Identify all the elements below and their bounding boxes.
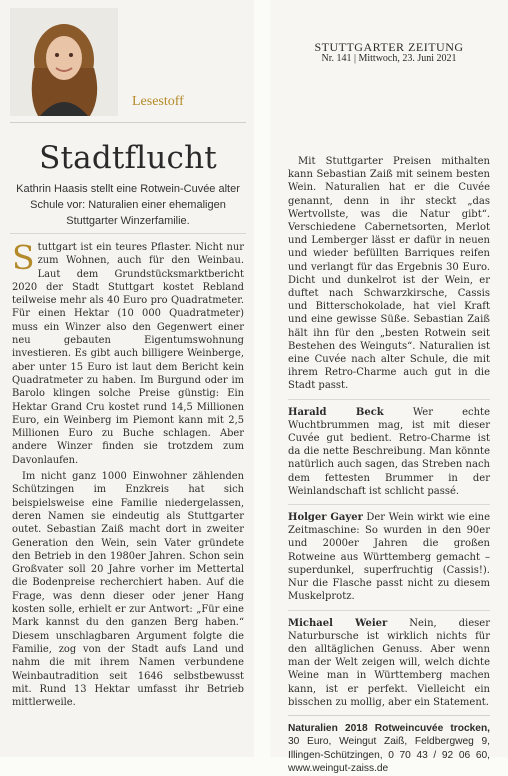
article-subhead: Kathrin Haasis stellt eine Rotwein-Cuvée alter Schule vor: Naturalien einer ehemaligen Stuttgarter Winzerfamilie. <box>16 183 240 227</box>
wine-info-details: 30 Euro, Weingut Zaiß, Feldbergweg 9, Illingen-Schützingen, 0 70 43 / 92 06 60, www.weingut-zaiss.de <box>288 736 490 775</box>
author-photo <box>10 8 118 116</box>
body-paragraph: Im nicht ganz 1000 Einwohner zählenden Schützingen im Enzkreis hat sich beispielsweise eine Familie niedergelassen, deren Namen sie eindeutig als Stuttgarter outet. Sebastian Zaiß macht dort in zweiter Generation den Wein, sein Vater gründete den Betrieb in den 1980er Jahren. Schon sein Großvater soll 20 Jahre vorher im Mettertal die Bodenpreise recherchiert haben. Auf die Frage, was denn dieser oder jener Hang kosten solle, erhielt er zur Antwort: „Für eine Mark kannst du den ganzen Berg haben.“ Diesem unschlagbaren Argument folgte die Familie, zog von der Stadt aufs Land und nahm die mit ihrem Namen verbundene Weinbautradition seit 1646 selbstbewusst mit. Rund 13 Hektar umfasst ihr Betrieb mittlerweile. <box>12 471 244 709</box>
left-column-body <box>12 238 244 709</box>
critic-review <box>288 406 490 498</box>
wine-info-box <box>288 715 490 776</box>
critic-text: Wer echte Wuchtbrummen mag, ist mit dieser Cuvée gut bedient. Retro-Charme ist da die nette Beschreibung. Man könnte natürlich auch sagen, das Streben nach dem fettesten Brummer in der Weinlandschaft ist schlicht passé. <box>288 406 490 497</box>
newspaper-name: STUTTGARTER ZEITUNG <box>314 40 464 54</box>
critic-name: Michael Weier <box>288 617 388 629</box>
critic-review <box>288 511 490 603</box>
section-kicker: Lesestoff <box>132 94 184 109</box>
divider <box>288 610 490 611</box>
wine-info-title: Naturalien 2018 Rotweincuvée trocken, <box>288 722 490 734</box>
body-paragraph: Mit Stuttgarter Preisen mithalten kann Sebastian Zaiß mit seinem besten Wein. Naturalien hat er die Cuvée genannt, denn in ihr steckt „das Wertvollste, was die Natur gibt“. Verschiedene Cabernetsorten, Merlot und Lemberger lässt er dafür in neuen und wieder befüllten Barriques reifen und verlangt für das Ergebnis 30 Euro. Dicht und dunkelrot ist der Wein, er duftet nach Schwarzkirsche, Cassis und Bitterschokolade, hat viel Kraft und eine gewisse Süße. Sebastian Zaiß hält ihn für den „besten Rotwein seit Bestehen des Weinguts“. Naturalien ist eine Cuvée nach alter Schule, die mit ihrem Retro-Charme auch gut in die Stadt passt. <box>288 156 490 392</box>
divider <box>288 504 490 505</box>
article-headline: Stadtflucht <box>39 140 217 176</box>
right-column-body <box>288 155 490 776</box>
critic-review <box>288 617 490 709</box>
critic-text: Nein, dieser Naturbursche ist wirklich nichts für den alltäglichen Genuss. Aber wenn man der Welt zeigen will, welch dichte Weine man in Württemberg machen kann, ist er perfekt. Vielleicht ein bisschen zu mollig, aber ein Statement. <box>288 617 491 708</box>
dropcap: S <box>12 238 35 277</box>
critic-name: Holger Gayer <box>288 512 363 524</box>
masthead <box>305 41 473 65</box>
divider <box>10 122 246 123</box>
critic-text: Der Wein wirkt wie eine Zeitmaschine: So wurden in den 90er und 2000er Jahren die großen Rotweine aus Württemberg gemacht – superdunkel, superfruchtig (Cassis!). Nur die Flasche passt nicht zu diesem Muskelprotz. <box>288 512 490 603</box>
critic-name: Harald Beck <box>288 406 384 418</box>
divider <box>288 399 490 400</box>
body-paragraph: tuttgart ist ein teures Pflaster. Nicht nur zum Wohnen, auch für den Weinbau. Laut dem Grundstücksmarktbericht 2020 der Stadt Stuttgart kostet Rebland teilweise mehr als 40 Euro pro Quadratmeter. Für einen Hektar (10 000 Quadratmeter) muss ein Winzer also den Gegenwert einer neu gebauten Eigentumswohnung investieren. Es gibt auch billigere Weinberge, aber unter 15 Euro ist laut dem Bericht kein Quadratmeter zu haben. Im Burgund oder im Barolo klingen solche Preise günstig: Ein Hektar Grand Cru kostet rund 14,5 Millionen Euro, ein Weinberg im Piemont kann mit 2,5 Millionen Euro zu Buche schlagen. Aber andere Winzer finden sie trotzdem zum Davonlaufen. <box>12 242 244 466</box>
issue-line: Nr. 141 | Mittwoch, 23. Juni 2021 <box>321 53 457 64</box>
divider <box>10 233 246 234</box>
